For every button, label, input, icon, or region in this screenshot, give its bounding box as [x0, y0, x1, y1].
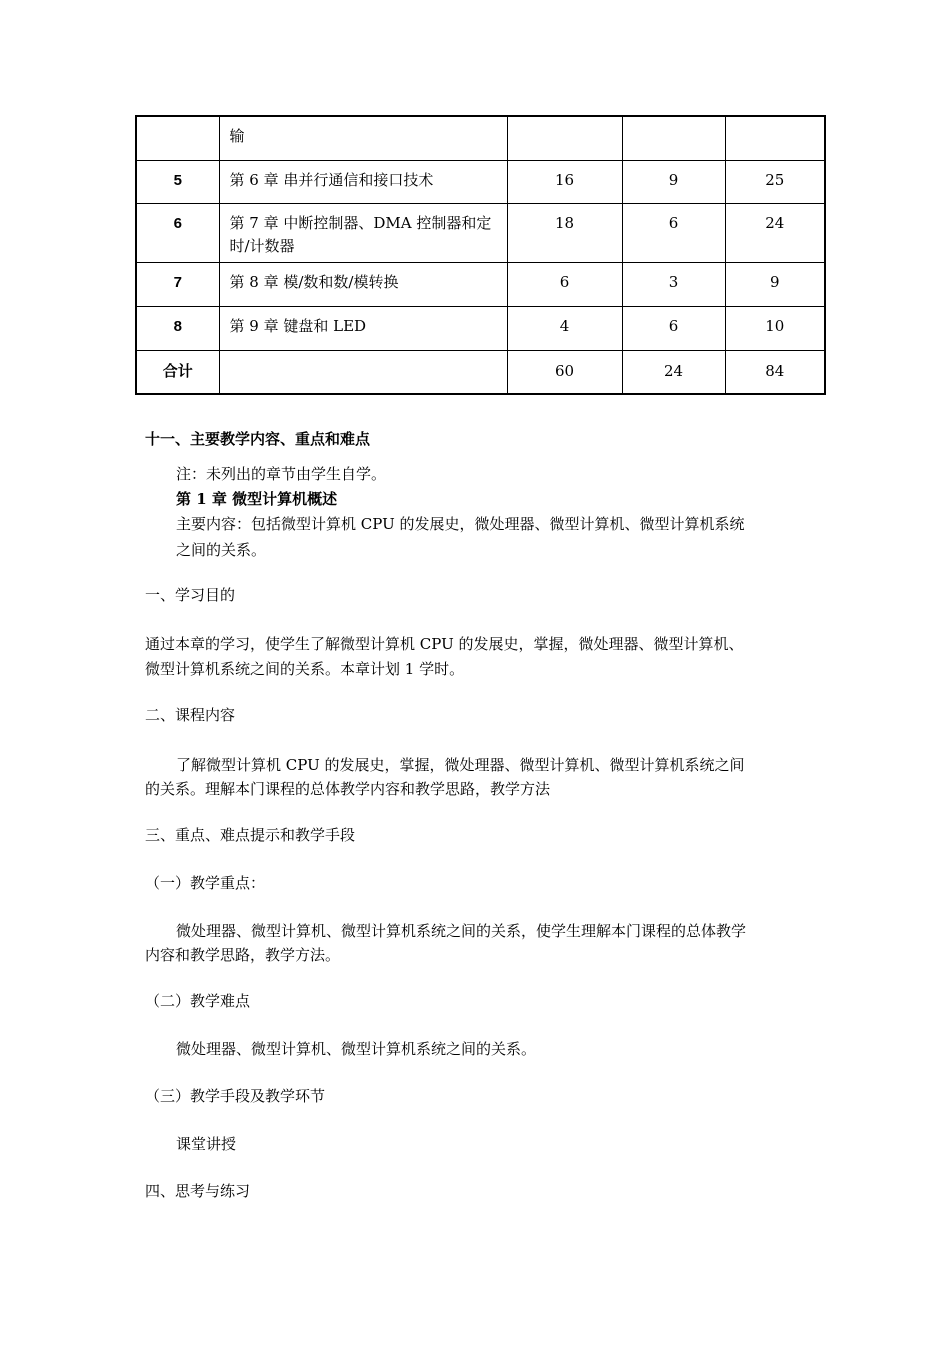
chapter-cell: 输	[219, 116, 507, 160]
row-number: 7	[136, 262, 219, 306]
total-hours-cell: 9	[725, 262, 825, 306]
lecture-hours-cell: 18	[507, 203, 622, 262]
chapter-cell: 第 7 章 中断控制器、DMA 控制器和定时/计数器	[219, 203, 507, 262]
main-content-line-2: 之间的关系。	[176, 541, 267, 559]
grand-total: 84	[725, 350, 825, 394]
note-text: 注：未列出的章节由学生自学。	[176, 465, 387, 483]
course-content-heading: 二、课程内容	[145, 706, 236, 724]
key-points-heading: 三、重点、难点提示和教学手段	[145, 826, 356, 844]
teaching-difficulty-heading: （二）教学难点	[145, 992, 251, 1010]
lecture-hours-cell: 16	[507, 160, 622, 203]
lecture-hours-total: 60	[507, 350, 622, 394]
teaching-focus-line-2: 内容和教学思路，教学方法。	[145, 946, 341, 964]
teaching-method-heading: （三）教学手段及教学环节	[145, 1087, 326, 1105]
total-hours-cell	[725, 116, 825, 160]
lab-hours-cell: 3	[622, 262, 725, 306]
chapter-title: 第 1 章 微型计算机概述	[176, 490, 338, 508]
teaching-method-text: 课堂讲授	[176, 1135, 237, 1153]
chapter-cell: 第 9 章 键盘和 LED	[219, 306, 507, 350]
chapter-cell: 第 8 章 模/数和数/模转换	[219, 262, 507, 306]
row-number	[136, 116, 219, 160]
course-content-line-1: 了解微型计算机 CPU 的发展史，掌握，微处理器、微型计算机、微型计算机系统之间	[176, 756, 745, 774]
table-row-total	[136, 350, 825, 394]
table-row	[136, 262, 825, 306]
table-row	[136, 203, 825, 262]
teaching-focus-heading: （一）教学重点：	[145, 874, 266, 892]
lecture-hours-cell: 6	[507, 262, 622, 306]
hours-table	[135, 115, 826, 395]
table-row	[136, 160, 825, 203]
exercises-heading: 四、思考与练习	[145, 1182, 251, 1200]
table-row	[136, 116, 825, 160]
teaching-difficulty-text: 微处理器、微型计算机、微型计算机系统之间的关系。	[176, 1040, 537, 1058]
hours-table-body	[136, 116, 825, 394]
lab-hours-cell: 6	[622, 203, 725, 262]
chapter-cell	[219, 350, 507, 394]
main-content-line-1: 主要内容：包括微型计算机 CPU 的发展史，微处理器、微型计算机、微型计算机系统	[176, 515, 745, 533]
lab-hours-cell: 6	[622, 306, 725, 350]
course-content-line-2: 的关系。理解本门课程的总体教学内容和教学思路，教学方法	[145, 780, 551, 798]
lecture-hours-cell	[507, 116, 622, 160]
row-number: 5	[136, 160, 219, 203]
teaching-focus-line-1: 微处理器、微型计算机、微型计算机系统之间的关系，使学生理解本门课程的总体教学	[176, 922, 747, 940]
row-number: 6	[136, 203, 219, 262]
learning-goal-line-2: 微型计算机系统之间的关系。本章计划 1 学时。	[145, 660, 465, 678]
total-hours-cell: 24	[725, 203, 825, 262]
lab-hours-cell	[622, 116, 725, 160]
total-label: 合计	[136, 350, 219, 394]
learning-goal-heading: 一、学习目的	[145, 586, 236, 604]
lab-hours-cell: 9	[622, 160, 725, 203]
lecture-hours-cell: 4	[507, 306, 622, 350]
learning-goal-line-1: 通过本章的学习，使学生了解微型计算机 CPU 的发展史，掌握，微处理器、微型计算机、	[145, 635, 744, 653]
chapter-cell: 第 6 章 串并行通信和接口技术	[219, 160, 507, 203]
total-hours-cell: 10	[725, 306, 825, 350]
lab-hours-total: 24	[622, 350, 725, 394]
section-heading: 十一、主要教学内容、重点和难点	[145, 430, 371, 448]
row-number: 8	[136, 306, 219, 350]
total-hours-cell: 25	[725, 160, 825, 203]
table-row	[136, 306, 825, 350]
